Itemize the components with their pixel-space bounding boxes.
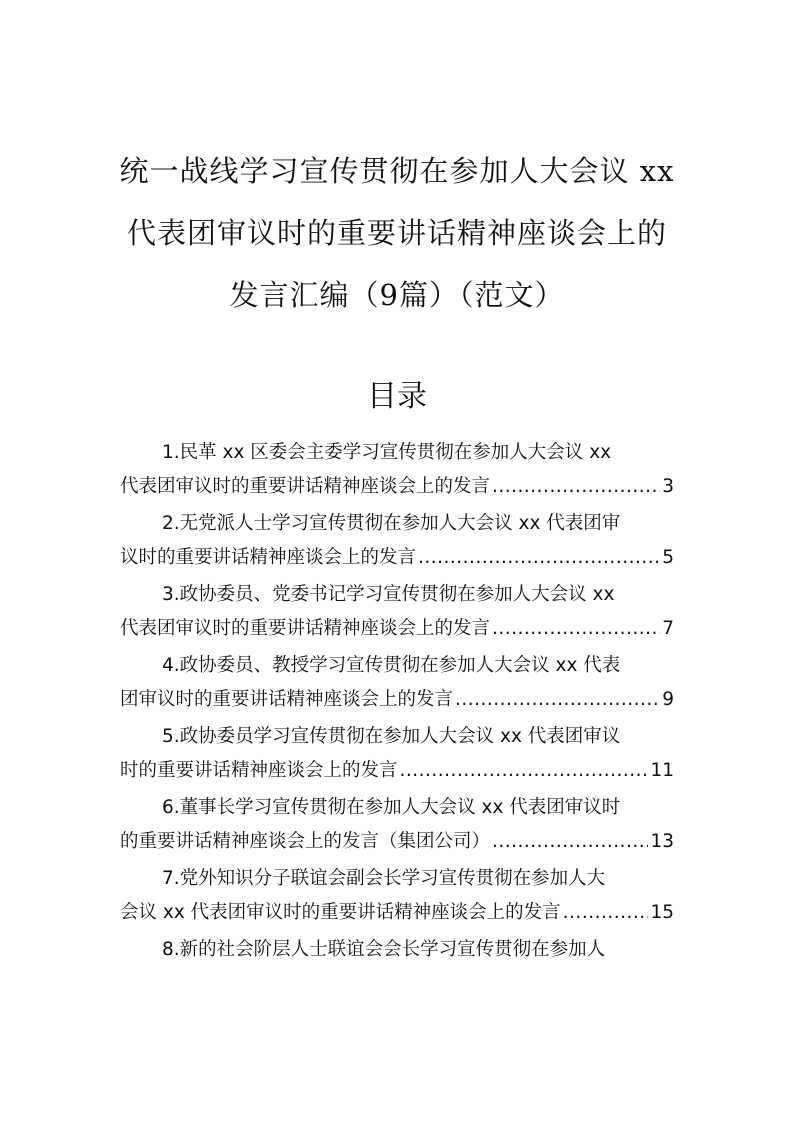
toc-entry-text[interactable]: 代表团审议时的重要讲话精神座谈会上的发言	[120, 618, 491, 639]
toc-entry-page-number[interactable]: 5	[662, 547, 674, 568]
document-title	[60, 140, 734, 326]
toc-entry-title-line-2[interactable]	[120, 612, 674, 646]
toc-entry-page-number[interactable]: 9	[662, 689, 674, 710]
toc-entry-title-line-2[interactable]	[120, 896, 674, 930]
toc-entry-title-line-1[interactable]: 4.政协委员、教授学习宣传贯彻在参加人大会议 xx 代表	[162, 655, 621, 676]
table-of-contents	[120, 436, 674, 970]
toc-entry-title-line-1[interactable]: 1.民革 xx 区委会主委学习宣传贯彻在参加人大会议 xx	[162, 442, 612, 463]
toc-entry-page-number[interactable]: 3	[662, 476, 674, 497]
toc-entry-text[interactable]: 会议 xx 代表团审议时的重要讲话精神座谈会上的发言	[120, 902, 561, 923]
toc-entry-text[interactable]: 议时的重要讲话精神座谈会上的发言	[120, 547, 417, 568]
title-line-1: 统一战线学习宣传贯彻在参加人大会议 xx	[119, 154, 675, 188]
toc-entry-title-line-2[interactable]	[120, 825, 674, 859]
toc-entry-text[interactable]: 代表团审议时的重要讲话精神座谈会上的发言	[120, 476, 491, 497]
dot-leader	[563, 896, 649, 930]
dot-leader	[492, 612, 660, 646]
dot-leader	[418, 541, 660, 575]
toc-entry-title-line-2[interactable]	[120, 754, 674, 788]
toc-entry-text[interactable]: 的重要讲话精神座谈会上的发言（集团公司）	[120, 831, 491, 852]
toc-entry-text[interactable]: 团审议时的重要讲话精神座谈会上的发言	[120, 689, 454, 710]
dot-leader	[492, 470, 660, 504]
toc-entry-title-line-1[interactable]: 3.政协委员、党委书记学习宣传贯彻在参加人大会议 xx	[162, 584, 615, 605]
toc-entry-title-line-1[interactable]: 6.董事长学习宣传贯彻在参加人大会议 xx 代表团审议时	[162, 797, 621, 818]
toc-entry-page-number[interactable]: 13	[650, 831, 674, 852]
toc-entry-4[interactable]	[120, 649, 674, 717]
dot-leader	[492, 825, 648, 859]
toc-entry-text[interactable]: 时的重要讲话精神座谈会上的发言	[120, 760, 398, 781]
toc-entry-title-line-2[interactable]	[120, 683, 674, 717]
toc-entry-6[interactable]	[120, 791, 674, 859]
toc-entry-page-number[interactable]: 7	[662, 618, 674, 639]
toc-entry-7[interactable]	[120, 862, 674, 930]
toc-entry-8[interactable]	[120, 933, 674, 967]
toc-entry-title-line-1[interactable]: 2.无党派人士学习宣传贯彻在参加人大会议 xx 代表团审	[162, 513, 621, 534]
toc-entry-5[interactable]	[120, 720, 674, 788]
toc-heading: 目录	[367, 379, 427, 414]
title-line-2: 代表团审议时的重要讲话精神座谈会上的	[126, 216, 667, 250]
toc-entry-1[interactable]	[120, 436, 674, 504]
title-line-3: 发言汇编（9篇）（范文）	[229, 278, 565, 312]
toc-entry-title-line-2[interactable]	[120, 470, 674, 504]
toc-entry-page-number[interactable]: 15	[650, 902, 674, 923]
toc-entry-title-line-1[interactable]: 7.党外知识分子联谊会副会长学习宣传贯彻在参加人大	[162, 868, 606, 889]
toc-entry-page-number[interactable]: 11	[650, 760, 674, 781]
dot-leader	[400, 754, 649, 788]
toc-entry-3[interactable]	[120, 578, 674, 646]
toc-entry-title-line-1[interactable]: 5.政协委员学习宣传贯彻在参加人大会议 xx 代表团审议	[162, 726, 621, 747]
toc-entry-title-line-1[interactable]: 8.新的社会阶层人士联谊会会长学习宣传贯彻在参加人	[162, 939, 606, 960]
toc-entry-title-line-2[interactable]	[120, 541, 674, 575]
toc-entry-2[interactable]	[120, 507, 674, 575]
dot-leader	[455, 683, 660, 717]
